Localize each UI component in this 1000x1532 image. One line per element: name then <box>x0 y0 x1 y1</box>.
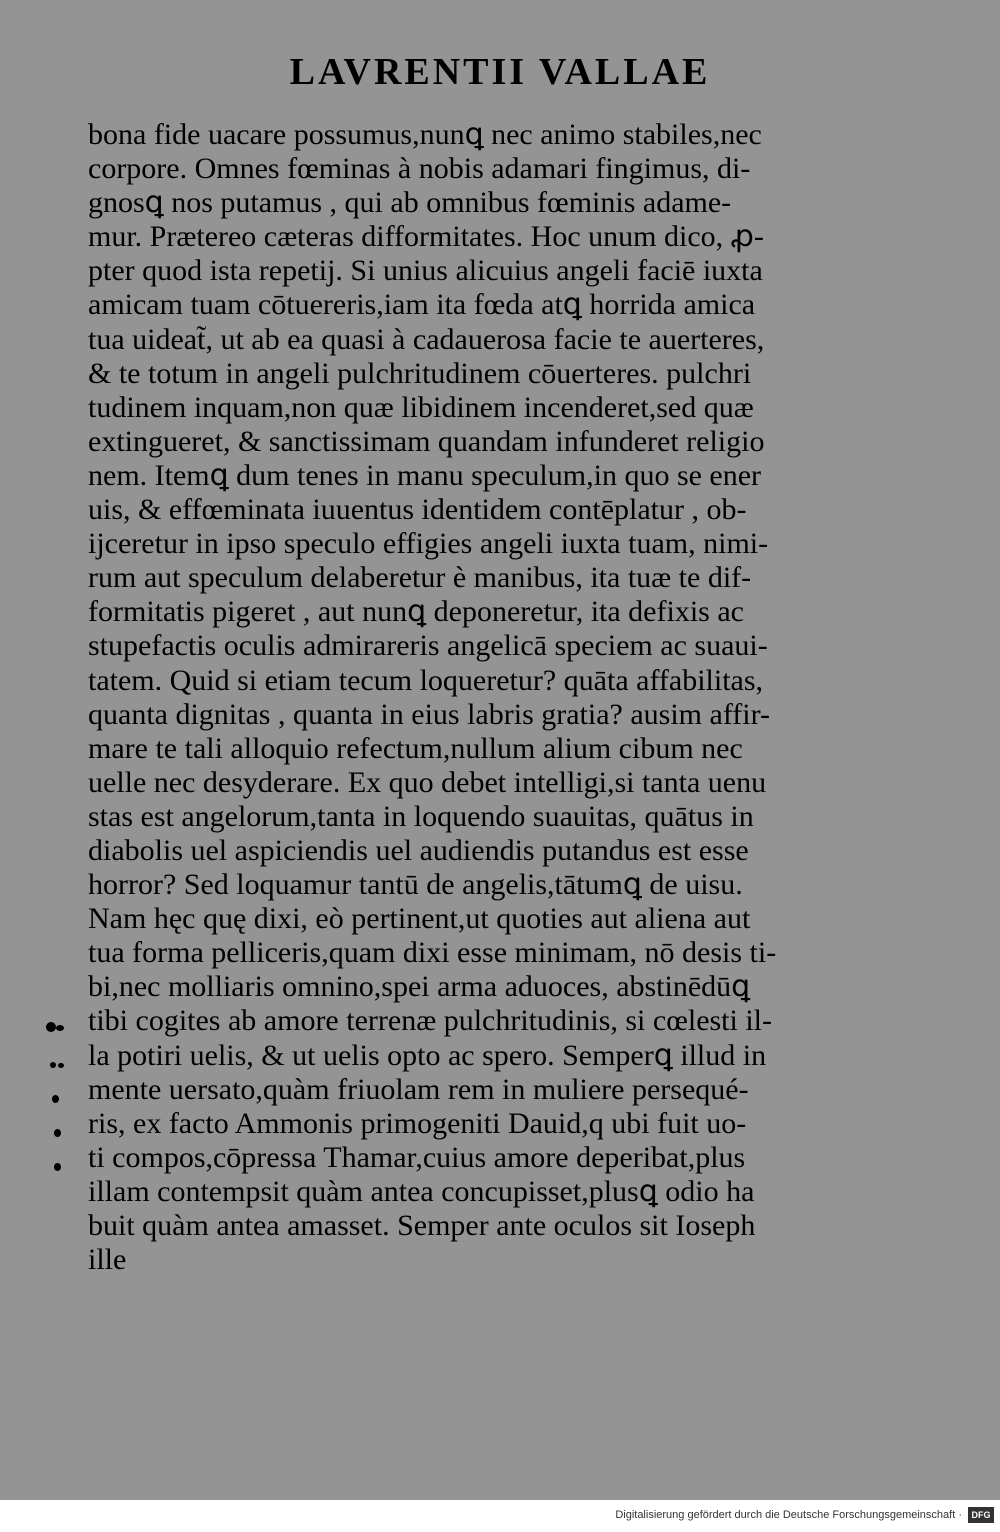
text-line: ijceretur in ipso speculo effigies angeli iuxta tuam, nimi- <box>88 527 769 561</box>
text-line: mente uersato,quàm friuolam rem in muliere persequé- <box>88 1072 749 1106</box>
text-line: uis, & effœminata iuuentus identidem contēplatur , ob- <box>88 493 747 527</box>
dfg-logo-icon: DFG <box>968 1507 994 1523</box>
text-line: Nam hęc quę dixi, eò pertinent,ut quoties aut aliena aut <box>88 902 751 936</box>
text-line: illam contempsit quàm antea concupisset,plusꝗ odio ha <box>88 1174 755 1208</box>
margin-mark <box>44 1160 68 1174</box>
footer <box>0 1500 1000 1532</box>
text-line: rum aut speculum delaberetur è manibus, ita tuæ te dif- <box>88 561 752 595</box>
text-line: buit quàm antea amasset. Semper ante oculos sit Ioseph <box>88 1209 756 1242</box>
text-line: uelle nec desyderare. Ex quo debet intelligi,si tanta uenu <box>88 765 767 799</box>
footer-credit: Digitalisierung gefördert durch die Deutsche Forschungsgemeinschaft · <box>615 1509 962 1521</box>
text-line: nem. Itemꝗ dum tenes in manu speculum,in quo se ener <box>88 458 762 492</box>
text-line: ti compos,cōpressa Thamar,cuius amore deperibat,plus <box>88 1140 746 1174</box>
text-line: bona fide uacare possumus,nunꝗ nec animo stabiles,nec <box>88 118 762 151</box>
text-line: stupefactis oculis admirareris angelicā speciem ac suaui- <box>88 629 768 663</box>
margin-mark <box>44 1020 68 1034</box>
text-line: formitatis pigeret , aut nunꝗ deponeretur, ita defixis ac <box>88 595 744 629</box>
text-line: extingueret, & sanctissimam quandam infunderet religio <box>88 424 765 458</box>
text-line: tibi cogites ab amore terrenæ pulchritudinis, si cœlesti il- <box>88 1004 773 1038</box>
text-line: corpore. Omnes fœminas à nobis adamari fingimus, di- <box>88 152 751 186</box>
text-line: tua forma pelliceris,quam dixi esse minimam, nō desis ti- <box>88 936 777 970</box>
text-line: diabolis uel aspiciendis uel audiendis putandus est esse <box>88 833 749 867</box>
text-line: gnosꝗ nos putamus , qui ab omnibus fœminis adame- <box>88 186 732 220</box>
text-line: mur. Prætereo cæteras difformitates. Hoc unum dico, ꝓ- <box>88 220 764 254</box>
text-line: & te totum in angeli pulchritudinem cōuerteres. pulchri <box>88 356 752 390</box>
text-line: pter quod ista repetij. Si unius alicuius angeli faciē iuxta <box>88 254 763 288</box>
margin-mark <box>44 1058 68 1072</box>
text-line: mare te tali alloquio refectum,nullum alium cibum nec <box>88 731 743 765</box>
text-line: amicam tuam cōtuereris,iam ita fœda atꝗ horrida amica <box>88 288 756 322</box>
text-line: tua uideat̃, ut ab ea quasi à cadauerosa facie te auerteres, <box>88 322 765 356</box>
page-text <box>88 118 960 1277</box>
text-line: tudinem inquam,non quæ libidinem incenderet,sed quæ <box>88 390 754 424</box>
text-line: stas est angelorum,tanta in loquendo suauitas, quātus in <box>88 799 754 833</box>
text-line: quanta dignitas , quanta in eius labris gratia? ausim affir- <box>88 697 770 731</box>
text-line: la potiri uelis, & ut uelis opto ac spero. Semperꝗ illud in <box>88 1038 767 1072</box>
margin-mark <box>44 1092 68 1106</box>
margin-mark <box>44 1126 68 1140</box>
text-line: bi,nec molliaris omnino,spei arma aduoces, abstinēdūꝗ <box>88 970 751 1004</box>
text-line: ris, ex facto Ammonis primogeniti Dauid,q ubi fuit uo- <box>88 1106 747 1140</box>
text-line: ille <box>88 1243 127 1277</box>
text-line: horror? Sed loquamur tantū de angelis,tātumꝗ de uisu. <box>88 868 743 902</box>
text-line: tatem. Quid si etiam tecum loqueretur? quāta affabilitas, <box>88 663 764 697</box>
running-head: LAVRENTII VALLAE <box>289 51 711 93</box>
